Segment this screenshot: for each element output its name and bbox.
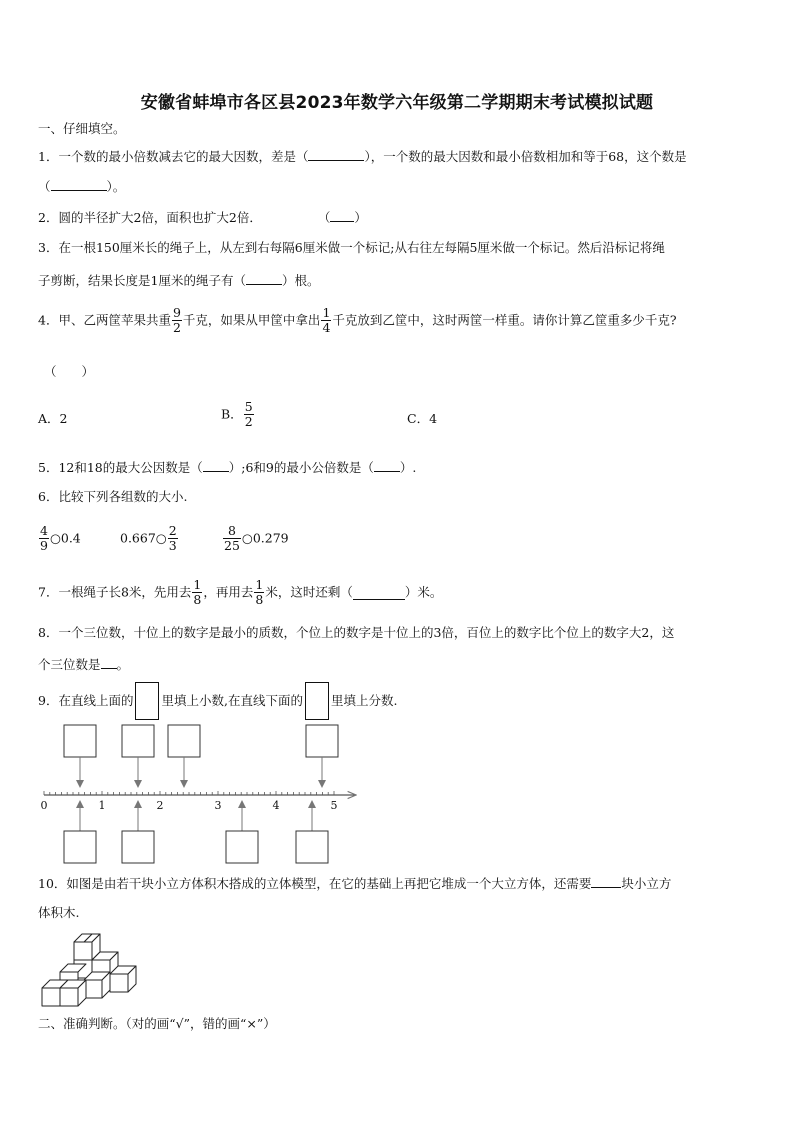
upper-answer-box-3[interactable]: [168, 725, 200, 757]
page-title: 安徽省蚌埠市各区县2023年数学六年级第二学期期末考试模拟试题: [140, 93, 654, 113]
cube-stack-figure: [38, 930, 142, 1010]
upper-answer-box-2[interactable]: [122, 725, 154, 757]
q1-text-b: ），一个数的最大因数和最小倍数相加和等于68，这个数是: [364, 149, 687, 164]
number-line-figure: [0, 715, 420, 870]
q1-text-a: 1．一个数的最小倍数减去它的最大因数，差是（: [38, 149, 309, 164]
question-10-line1: [38, 874, 671, 892]
q1-text-c: （: [38, 179, 51, 194]
q8-answer-blank[interactable]: [101, 655, 117, 669]
question-6: 6．比较下列各组数的大小.: [38, 489, 188, 504]
question-8-line1: 8．一个三位数，十位上的数字是最小的质数，个位上的数字是十位上的3倍，百位上的数字比个位上的数字大2，这: [38, 625, 675, 640]
q9-text-a: 9．在直线上面的: [38, 693, 134, 708]
q2-paren-close: ）: [354, 210, 367, 225]
q5-text-c: ）.: [399, 460, 417, 475]
q4-answer-paren[interactable]: （ ）: [44, 364, 95, 379]
question-3-line2: [38, 271, 319, 289]
question-5: [38, 458, 416, 476]
q6-item2-fraction: $\frac{2}{3}$: [168, 523, 177, 553]
question-8-line2: [38, 655, 129, 673]
q7-text-a: 7．一根绳子长8米，先用去: [38, 584, 192, 600]
number-line-label: 1: [98, 799, 106, 812]
q3-answer-blank[interactable]: [246, 271, 282, 285]
q4-option-b[interactable]: [221, 400, 255, 429]
q7-text-c: 米，这时还剩（: [265, 584, 353, 600]
cube: [42, 988, 60, 1006]
q1-answer-blank-2[interactable]: [51, 177, 107, 191]
q3-text-a: 子剪断，结果长度是1厘米的绳子有（: [38, 273, 246, 288]
q6-item-1[interactable]: [38, 524, 81, 553]
q4-text-c: 千克放到乙筐中，这时两筐一样重。请你计算乙筐重多少千克?: [332, 312, 677, 328]
q6-item-3[interactable]: [222, 524, 289, 553]
lower-answer-box-4[interactable]: [296, 831, 328, 863]
q4-option-b-fraction: $\frac{5}{2}$: [244, 399, 253, 429]
section2-heading: 二、准确判断。（对的画“√”，错的画“×”）: [38, 1016, 276, 1031]
q1-answer-blank-1[interactable]: [308, 147, 364, 161]
question-1-line2: [38, 177, 125, 195]
q5-text-a: 5．12和18的最大公因数是（: [38, 460, 203, 475]
q10-answer-blank[interactable]: [591, 874, 621, 888]
q7-fraction-1: $\frac{1}{8}$: [193, 577, 202, 607]
q5-answer-blank-1[interactable]: [203, 458, 229, 472]
q9-text-c: 里填上分数.: [330, 693, 398, 708]
number-line-label: 2: [156, 799, 164, 812]
q7-fraction-2: $\frac{1}{8}$: [255, 577, 264, 607]
q4-fraction-1: $\frac{9}{2}$: [172, 305, 181, 335]
cube: [110, 974, 128, 992]
q8-text-b: 。: [116, 657, 130, 672]
question-1-line1: [38, 147, 687, 165]
cube: [74, 942, 92, 960]
q7-text-b: ，再用去: [203, 584, 254, 600]
q5-answer-blank-2[interactable]: [374, 458, 400, 472]
q4-text-a: 4．甲、乙两筐苹果共重: [38, 312, 171, 328]
number-line-label: 3: [214, 799, 222, 812]
q6-item-2[interactable]: [120, 524, 179, 553]
question-7: [38, 578, 442, 607]
q10-text-a: 10．如图是由若干块小立方体积木搭成的立体模型，在它的基础上再把它堆成一个大立方体，还需要: [38, 876, 592, 891]
q2-paren-open: （: [317, 210, 331, 225]
q4-option-a[interactable]: A．2: [38, 411, 68, 426]
number-line-label: 4: [272, 799, 280, 812]
question-10-line2: 体积木.: [38, 905, 80, 920]
upper-answer-box-4[interactable]: [306, 725, 338, 757]
q4-text-b: 千克，如果从甲筐中拿出: [182, 312, 321, 328]
number-line-tick-labels: [41, 799, 338, 812]
q7-answer-blank[interactable]: [353, 586, 405, 600]
q4-fraction-2: $\frac{1}{4}$: [322, 305, 331, 335]
question-2: [38, 208, 367, 226]
q4-option-c[interactable]: C．4: [407, 411, 438, 426]
lower-answer-box-3[interactable]: [226, 831, 258, 863]
q8-text-a: 个三位数是: [38, 657, 101, 672]
q6-item3-fraction: $\frac{8}{25}$: [224, 523, 240, 553]
q1-text-d: ）。: [106, 179, 126, 194]
q3-text-b: ）根。: [281, 273, 320, 288]
q6-item2-lead: 0.667○: [120, 530, 167, 546]
cube: [84, 980, 102, 998]
number-line-label: 5: [330, 799, 338, 812]
question-3-line1: 3．在一根150厘米长的绳子上，从左到右每隔6厘米做一个标记;从右往左每隔5厘米做一个标记。然后沿标记将绳: [38, 240, 665, 255]
number-line-label: 0: [40, 799, 48, 812]
lower-answer-box-1[interactable]: [64, 831, 96, 863]
cube: [60, 988, 78, 1006]
q2-text: 2．圆的半径扩大2倍，面积也扩大2倍．: [38, 210, 262, 225]
q6-item1-rest: ○0.4: [49, 530, 81, 546]
q7-text-d: ）米。: [404, 584, 443, 600]
q10-text-b: 块小立方: [621, 876, 672, 891]
question-4: [38, 306, 677, 335]
q2-answer-blank[interactable]: [330, 208, 354, 222]
section1-heading: 一、仔细填空。: [38, 121, 126, 136]
q6-item3-rest: ○0.279: [241, 530, 289, 546]
upper-answer-box-1[interactable]: [64, 725, 96, 757]
lower-answer-box-2[interactable]: [122, 831, 154, 863]
q5-text-b: ）;6和9的最小公倍数是（: [228, 460, 374, 475]
q9-text-b: 里填上小数,在直线下面的: [161, 693, 303, 708]
q4-option-b-label: B．: [221, 406, 243, 422]
q6-item1-fraction: $\frac{4}{9}$: [40, 523, 48, 553]
